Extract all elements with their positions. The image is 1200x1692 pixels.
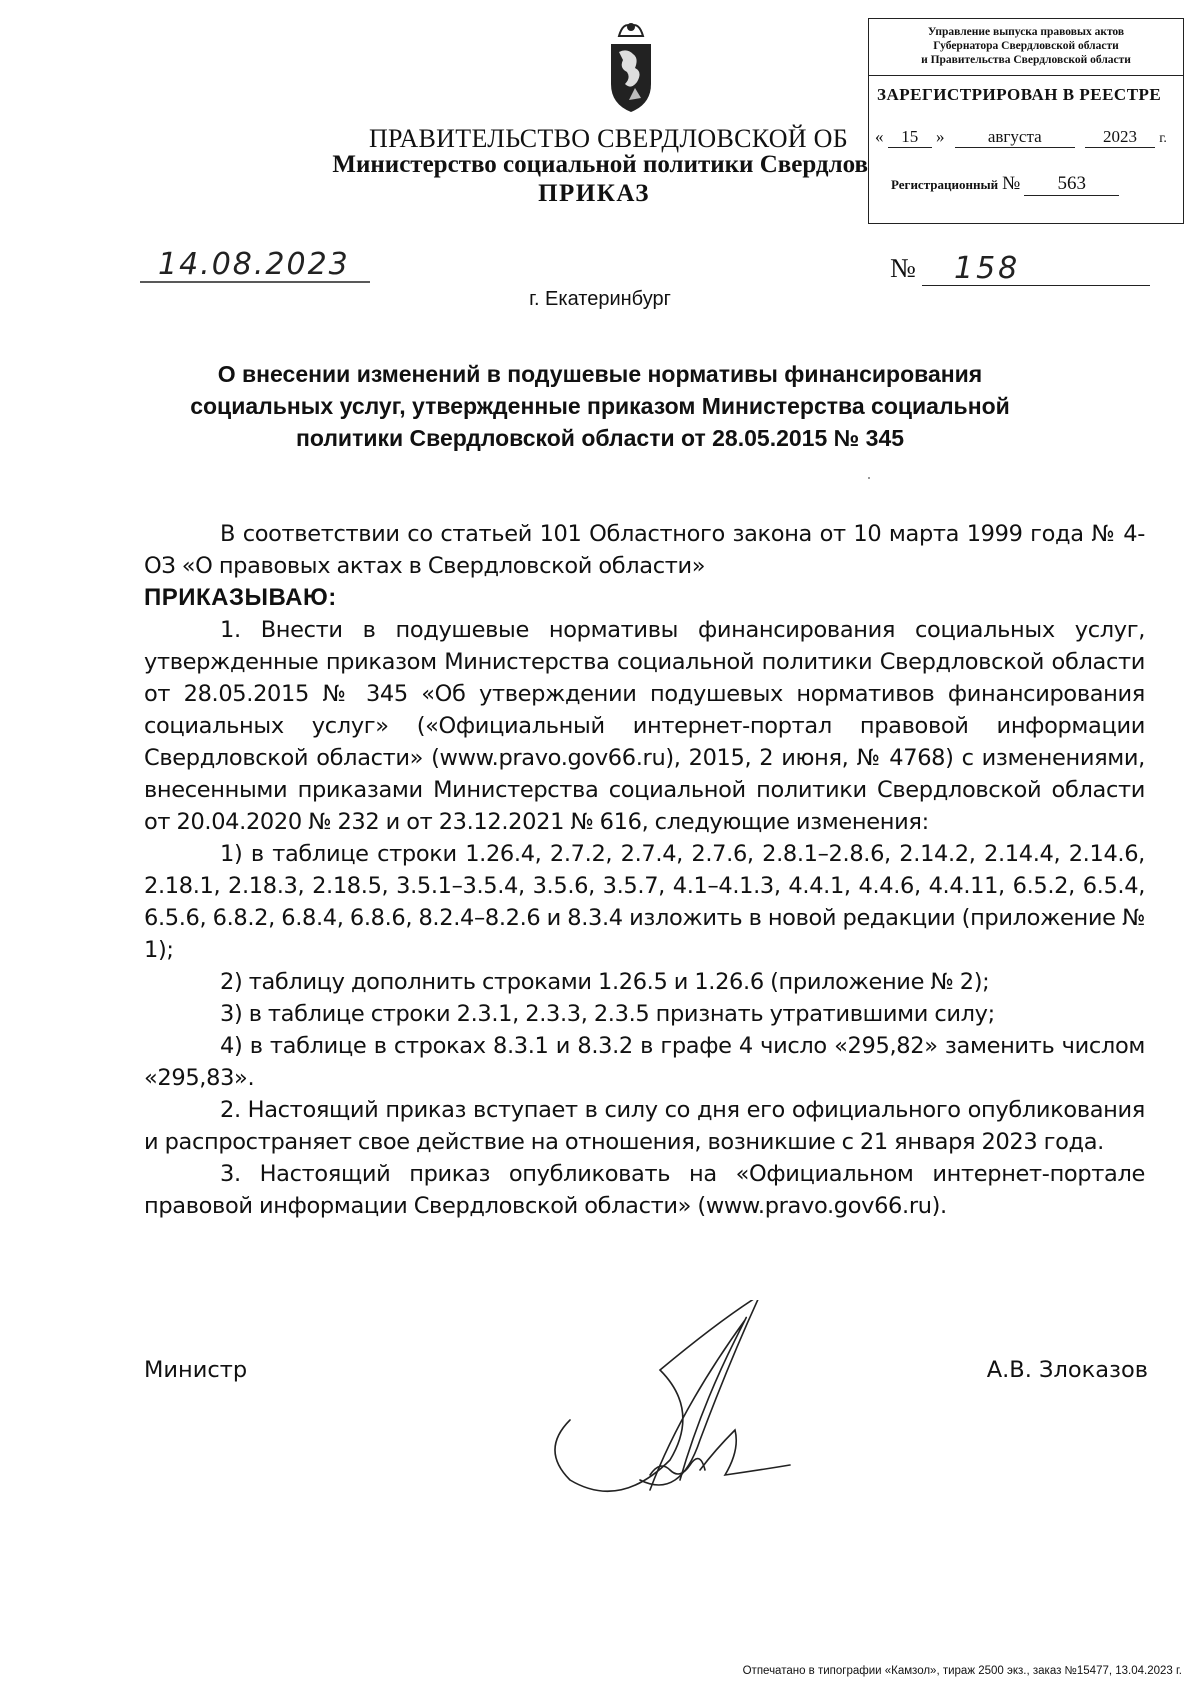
stamp-org-line: и Правительства Свердловской области (921, 54, 1131, 66)
paragraph-3: 3. Настоящий приказ опубликовать на «Официальном интернет-портале правовой информации Свердловской области» (www.pravo.gov66.ru). (144, 1161, 1145, 1219)
stamp-reg-number: 563 (1024, 173, 1119, 196)
handwritten-signature-icon (530, 1300, 830, 1500)
stamp-org-line: Губернатора Свердловской области (933, 40, 1119, 52)
stamp-reg-label: Регистрационный (891, 177, 999, 192)
stamp-registered-label: ЗАРЕГИСТРИРОВАН В РЕЕСТРЕ (877, 85, 1162, 104)
city: г. Екатеринбург (529, 288, 671, 310)
coat-of-arms-icon (605, 18, 657, 114)
title-line: О внесении изменений в подушевые нормативы финансирования (217, 361, 983, 387)
stamp-org-line: Управление выпуска правовых актов (927, 26, 1125, 38)
paragraph-1-item-4: 4) в таблице в строках 8.3.1 и 8.3.2 в графе 4 число «295,82» заменить числом «295,83». (144, 1033, 1145, 1091)
signatory-name: А.В. Злоказов (986, 1357, 1148, 1383)
order-number-label: № (890, 253, 916, 283)
ministry-title: Министерство социальной политики Свердлов (332, 151, 868, 178)
stamp-month: августа (955, 127, 1075, 148)
stamp-divider (869, 75, 1183, 76)
title-line: политики Свердловской области от 28.05.2015 № 345 (295, 425, 905, 451)
stamp-no-sign: № (1002, 173, 1021, 194)
stamp-quote-open: « (875, 127, 884, 146)
stamp-date (875, 127, 1167, 148)
document-body (144, 518, 1145, 1222)
government-title: ПРАВИТЕЛЬСТВО СВЕРДЛОВСКОЙ ОБ (368, 124, 848, 153)
title-line: социальных услуг, утвержденные приказом Министерства социальной (190, 393, 1010, 419)
paragraph-1-item-2: 2) таблицу дополнить строками 1.26.5 и 1.26.6 (приложение № 2); (220, 969, 990, 995)
handwritten-date-text: 14.08.2023 (158, 248, 350, 282)
document-type: ПРИКАЗ (538, 180, 650, 207)
document-title (150, 358, 1050, 454)
paragraph-1-item-1: 1) в таблице строки 1.26.4, 2.7.2, 2.7.4, 2.7.6, 2.8.1–2.8.6, 2.14.2, 2.14.4, 2.14.6, 2.18.1, 2.18.3, 2.18.5, 3.5.1–3.5.4, 3.5.6, 3.5.7, 4.1–4.1.3, 4.4.1, 4.4.6, 4.4.11, 6.5.2, 6.5.4, 6.5.6, 6.8.2, 6.8.4, 6.8.6, 8.2.4–8.2.6 и 8.3.4 изложить в новой редакции (приложение № 1); (144, 841, 1145, 963)
print-footer: Отпечатано в типографии «Камзол», тираж 2500 экз., заказ №15477, 13.04.2023 г. (742, 1665, 1182, 1677)
stamp-reg-number-line (891, 173, 1119, 196)
paragraph-2: 2. Настоящий приказ вступает в силу со дня его официального опубликования и распространяет свое действие на отношения, возникшие с 21 января 2023 года. (144, 1097, 1145, 1155)
order-word: ПРИКАЗЫВАЮ: (144, 584, 337, 611)
stamp-org (869, 25, 1183, 67)
stamp-quote-close: » (936, 127, 945, 146)
preamble: В соответствии со статьей 101 Областного закона от 10 марта 1999 года № 4-ОЗ «О правовых актах в Свердловской области» (144, 521, 1145, 579)
handwritten-order-number (950, 248, 1070, 288)
stamp-year-suffix: г. (1159, 131, 1167, 146)
speck (868, 477, 870, 479)
stamp-year: 2023 (1085, 127, 1155, 148)
paragraph-1-item-3: 3) в таблице строки 2.3.1, 2.3.3, 2.3.5 признать утратившими силу; (220, 1001, 995, 1027)
handwritten-number-text: 158 (954, 251, 1021, 286)
registry-stamp (868, 18, 1184, 224)
handwritten-date (140, 248, 380, 288)
stamp-day: 15 (888, 127, 932, 148)
signatory-position: Министр (144, 1357, 248, 1383)
paragraph-1: 1. Внести в подушевые нормативы финансирования социальных услуг, утвержденные приказом Министерства социальной политики Свердловской области от 28.05.2015 № 345 «Об утверждении подушевых нормативов финансирования социальных услуг» («Официальный интернет-портал правовой информации Свердловской области» (www.pravo.gov66.ru), 2015, 2 июня, № 4768) с изменениями, внесенными приказами Министерства социальной политики Свердловской области от 20.04.2020 № 232 и от 23.12.2021 № 616, следующие изменения: (144, 617, 1145, 835)
